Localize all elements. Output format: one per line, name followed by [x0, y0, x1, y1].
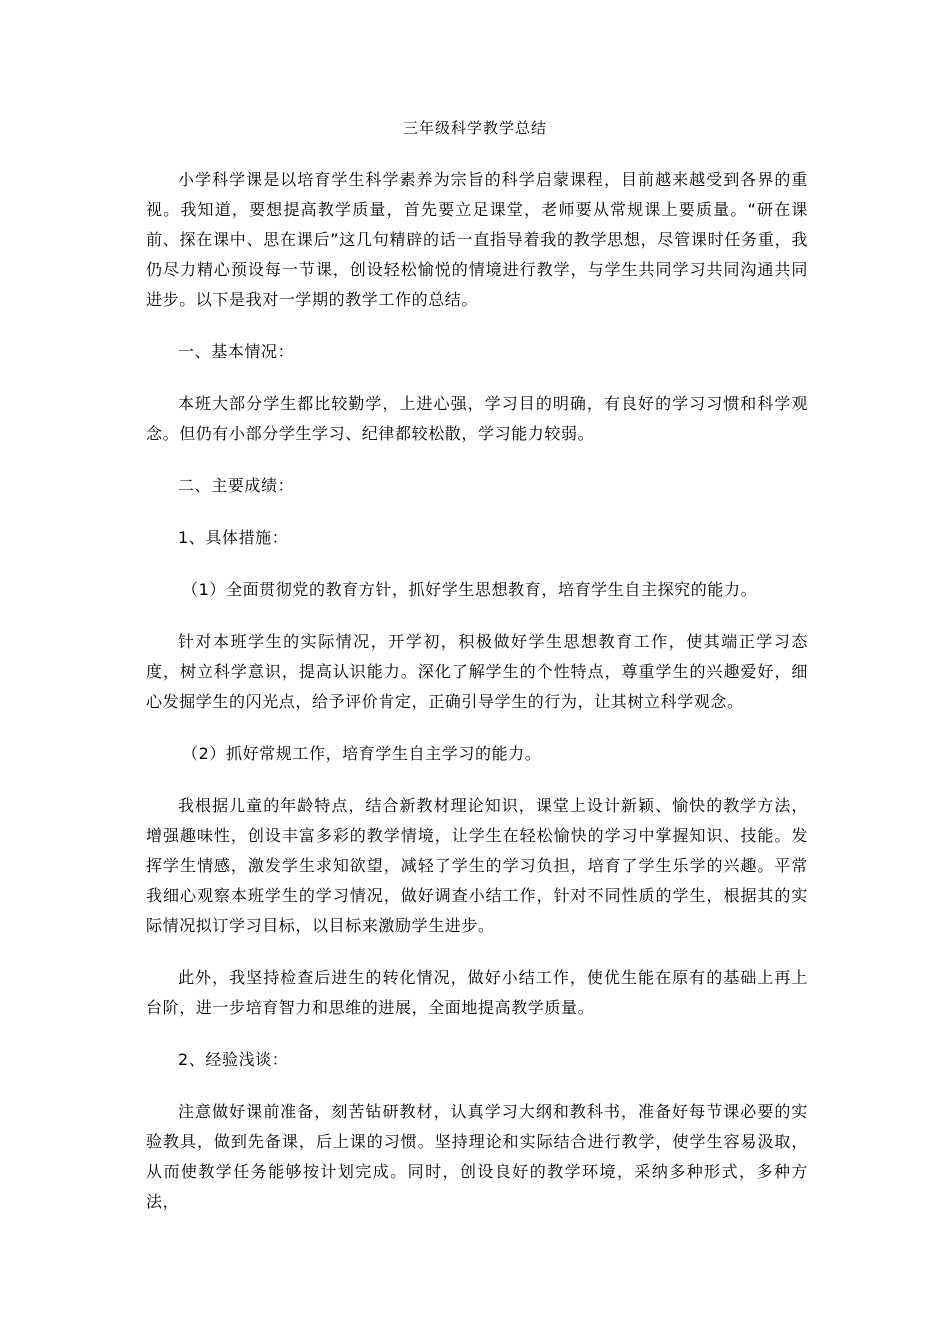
intro-paragraph: 小学科学课是以培育学生科学素养为宗旨的科学启蒙课程，目前越来越受到各界的重视。我知道，要想提高教学质量，首先要立足课堂，老师要从常规课上要质量。“研在课前、探在课中、思在课后”这几句精辟的话一直指导着我的教学思想，尽管课时任务重，我仍尽力精心预设每一节课，创设轻松愉悦的情境进行教学，与学生共同学习共同沟通共同进步。以下是我对一学期的教学工作的总结。 [146, 170, 808, 309]
basic-situation-paragraph: 本班大部分学生都比较勤学，上进心强，学习目的明确，有良好的学习习惯和科学观念。但仍有小部分学生学习、纪律都较松散，学习能力较弱。 [146, 394, 808, 443]
measure-item-1-heading: （1）全面贯彻党的教育方针，抓好学生思想教育，培育学生自主探究的能力。 [182, 580, 758, 599]
subsection-heading-measures: 1、具体措施： [178, 528, 289, 547]
section-heading-basic-situation: 一、基本情况： [178, 342, 295, 361]
section-heading-main-achievements: 二、主要成绩： [178, 476, 295, 495]
measure-item-2-paragraph: 我根据儿童的年龄特点，结合新教材理论知识，课堂上设计新颖、愉快的教学方法，增强趣味性，创设丰富多彩的教学情境，让学生在轻松愉快的学习中掌握知识、技能。发挥学生情感，激发学生求知欲望，减轻了学生的学习负担，培育了学生乐学的兴趣。平常我细心观察本班学生的学习情况，做好调查小结工作，针对不同性质的学生，根据其的实际情况拟订学习目标，以目标来激励学生进步。 [146, 796, 808, 935]
document-title: 三年级科学教学总结 [402, 119, 547, 137]
measure-item-1-paragraph: 针对本班学生的实际情况，开学初，积极做好学生思想教育工作，使其端正学习态度，树立科学意识，提高认识能力。深化了解学生的个性特点，尊重学生的兴趣爱好，细心发掘学生的闪光点，给予评价肯定，正确引导学生的行为，让其树立科学观念。 [146, 632, 808, 711]
experience-paragraph: 注意做好课前准备，刻苦钻研教材，认真学习大纲和教科书，准备好每节课必要的实验教具，做到先备课，后上课的习惯。坚持理论和实际结合进行教学，使学生容易汲取，从而使教学任务能够按计划完成。同时，创设良好的教学环境，采纳多种形式，多种方法， [146, 1102, 808, 1211]
subsection-heading-experience: 2、经验浅谈： [178, 1050, 289, 1069]
additional-paragraph: 此外，我坚持检查后进生的转化情况，做好小结工作，使优生能在原有的基础上再上台阶，进一步培育智力和思维的进展，全面地提高教学质量。 [146, 968, 808, 1017]
measure-item-2-heading: （2）抓好常规工作，培育学生自主学习的能力。 [182, 744, 542, 763]
document-body [146, 165, 808, 1239]
